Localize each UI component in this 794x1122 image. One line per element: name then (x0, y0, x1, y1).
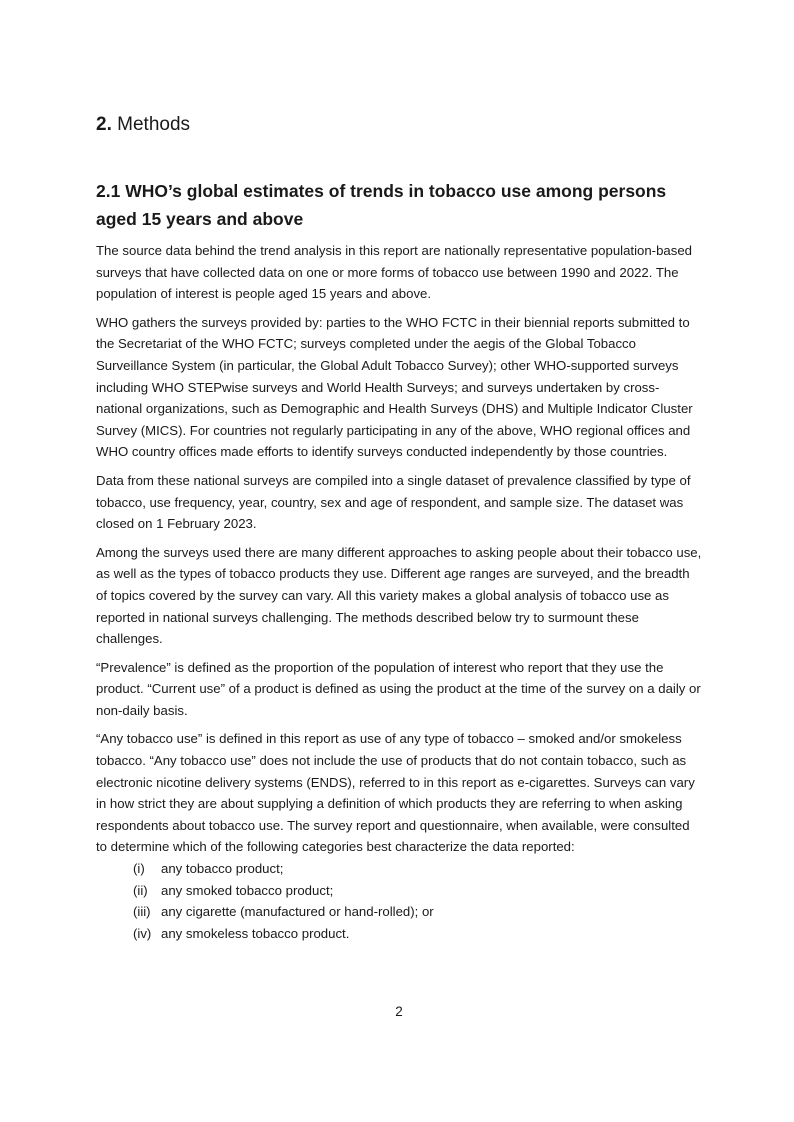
subsection-heading: 2.1 WHO’s global estimates of trends in tobacco use among persons aged 15 years and above (96, 181, 667, 229)
paragraph-dataset: Data from these national surveys are compiled into a single dataset of prevalence classified by type of tobacco, use frequency, year, country, sex and age of respondent, and sample size. The dataset was closed on 1 February 2023. (96, 472, 691, 532)
paragraph-approaches: Among the surveys used there are many different approaches to asking people about their tobacco use, as well as the types of tobacco products they use. Different age ranges are surveyed, and the breadth of topics covered by the survey can vary. All this variety makes a global analysis of tobacco use as reported in national surveys challenging. The methods described below try to surmount these challenges. (96, 544, 702, 647)
category-list (96, 858, 702, 944)
list-item (133, 923, 702, 945)
paragraph-source-data: The source data behind the trend analysis in this report are nationally representative population-based surveys that have collected data on one or more forms of tobacco use between 1990 and 2022. The population of interest is people aged 15 years and above. (96, 243, 693, 302)
list-item (133, 880, 702, 902)
section-title: Methods (117, 114, 191, 135)
list-item (133, 901, 702, 923)
paragraph-survey-sources: WHO gathers the surveys provided by: parties to the WHO FCTC in their biennial reports submitted to the Secretariat of the WHO FCTC; surveys completed under the aegis of the Global Tobacco Surveillance System (in particular, the Global Adult Tobacco Survey); other WHO-supported surveys including WHO STEPwise surveys and World Health Surveys; and surveys undertaken by cross-national organizations, such as Demographic and Health Surveys (DHS) and Multiple Indicator Cluster Survey (MICS). For countries not regularly participating in any of the above, WHO regional offices and WHO country offices made efforts to identify surveys conducted independently by those countries. (96, 314, 693, 460)
body-text (96, 240, 702, 944)
section-number: 2. (96, 114, 112, 135)
list-marker: (iii) (133, 904, 151, 920)
list-item-text: any tobacco product; (161, 861, 284, 877)
list-marker: (ii) (133, 882, 148, 898)
paragraph-any-tobacco-use: “Any tobacco use” is defined in this report as use of any type of tobacco – smoked and/or smokeless tobacco. “Any tobacco use” does not include the use of products that do not contain tobacco, such as electronic nicotine delivery systems (ENDS), referred to in this report as e-cigarettes. Surveys can vary in how strict they are about supplying a definition of which products they are referring to when asking respondents about tobacco use. The survey report and questionnaire, when available, were consulted to determine which of the following categories best characterize the data reported: (96, 731, 695, 855)
page-number: 2 (395, 1004, 403, 1019)
list-marker: (i) (133, 861, 145, 877)
paragraph-prevalence-definition: “Prevalence” is defined as the proportion of the population of interest who report that they use the product. “Current use” of a product is defined as using the product at the time of the survey on a daily or non-daily basis. (96, 659, 701, 718)
section-heading (96, 112, 190, 138)
list-marker: (iv) (133, 925, 152, 941)
list-item (133, 858, 702, 880)
list-item-text: any cigarette (manufactured or hand-rolled); or (161, 904, 434, 920)
document-page (96, 0, 702, 1122)
list-item-text: any smokeless tobacco product. (161, 925, 350, 941)
list-item-text: any smoked tobacco product; (161, 882, 334, 898)
